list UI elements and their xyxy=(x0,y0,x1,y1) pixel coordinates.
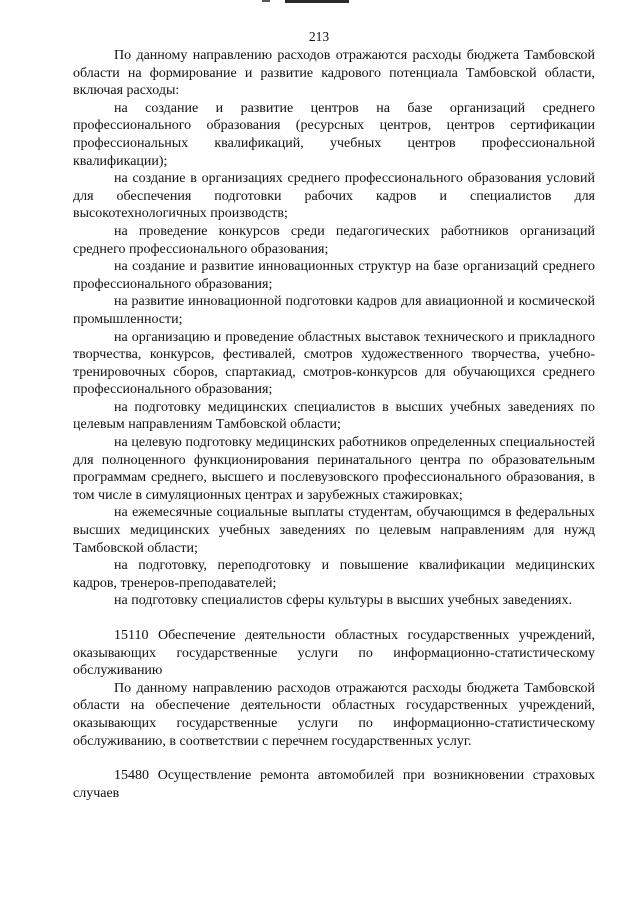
list-item: на целевую подготовку медицинских работников определенных специальностей для полноценного функционирования перинатального центра по образовательным программам среднего, высшего и послевузовского профессионального образования, в том числе в симуляционных центрах и зарубежных стажировках; xyxy=(73,435,595,503)
document-body xyxy=(73,47,595,802)
list-item: на ежемесячные социальные выплаты студентам, обучающимся в федеральных высших медицинских учебных заведениях по целевым направлениям для нужд Тамбовской области; xyxy=(73,505,595,556)
scan-artifact-bar xyxy=(285,0,349,3)
list-item: на проведение конкурсов среди педагогических работников организаций среднего профессионального образования; xyxy=(73,223,595,257)
section-heading-15480: 15480 Осуществление ремонта автомобилей при возникновении страховых случаев xyxy=(73,768,595,801)
section-heading-15110: 15110 Обеспечение деятельности областных государственных учреждений, оказывающих государственные услуги по информационно-статистическому обслуживанию xyxy=(73,628,595,679)
list-item: на подготовку медицинских специалистов в высших учебных заведениях по целевым направлениям Тамбовской области; xyxy=(73,399,595,433)
section-body-15110: По данному направлению расходов отражаются расходы бюджета Тамбовской области на обеспечение деятельности областных государственных учреждений, оказывающих государственные услуги по информационно-статистическому обслуживанию, в соответствии с перечнем государственных услуг. xyxy=(73,680,595,749)
list-item: на создание и развитие инновационных структур на базе организаций среднего профессионального образования; xyxy=(73,259,595,292)
list-item: на организацию и проведение областных выставок технического и прикладного творчества, конкурсов, фестивалей, смотров художественного творчества, учебно-тренировочных сборов, спартакиад, смотров-конкурсов для обучающихся среднего профессионального образования; xyxy=(73,329,595,398)
list-item: на создание в организациях среднего профессионального образования условий для обеспечения подготовки рабочих кадров и специалистов для высокотехнологичных производств; xyxy=(73,171,595,222)
list-item: на подготовку, переподготовку и повышение квалификации медицинских кадров, тренеров-преподавателей; xyxy=(73,558,595,591)
list-item: на создание и развитие центров на базе организаций среднего профессионального образования (ресурсных центров, центров сертификации профессиональных квалификаций, учебных центров профессиональной квалификации); xyxy=(73,100,595,169)
page-number: 213 xyxy=(308,29,330,44)
scan-artifact-mark xyxy=(262,0,270,2)
intro-paragraph: По данному направлению расходов отражаются расходы бюджета Тамбовской области на формирование и развитие кадрового потенциала Тамбовской области, включая расходы: xyxy=(73,48,595,99)
list-item: на подготовку специалистов сферы культуры в высших учебных заведениях. xyxy=(114,593,572,609)
list-item: на развитие инновационной подготовки кадров для авиационной и космической промышленности; xyxy=(73,294,595,327)
